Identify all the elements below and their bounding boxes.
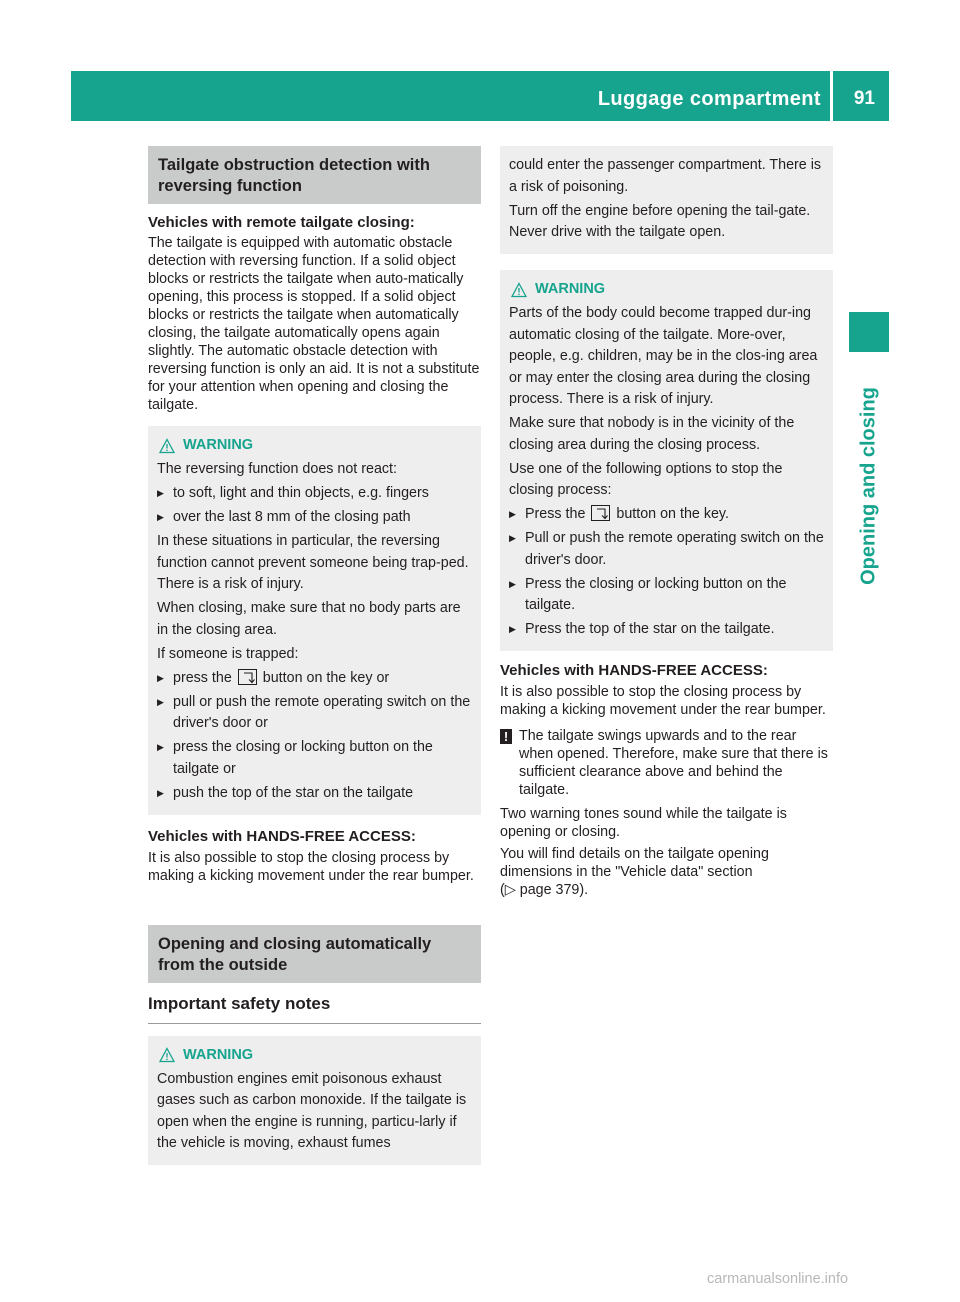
list-item: ▶ press the closing or locking button on the tailgate or bbox=[157, 737, 473, 780]
subheading: Vehicles with remote tailgate closing: bbox=[148, 214, 415, 231]
body-paragraph: Two warning tones sound while the tailgate is opening or closing. bbox=[500, 806, 787, 840]
page-reference-link[interactable]: page 379). bbox=[519, 882, 589, 898]
warning-text: In these situations in particular, the reversing function cannot prevent someone being trap-ped. There is a risk of injury. bbox=[157, 533, 469, 592]
section-heading: Opening and closing automatically from the outside bbox=[148, 925, 481, 983]
warning-label: WARNING bbox=[183, 437, 254, 453]
watermark: carmanualsonline.info bbox=[707, 1271, 849, 1287]
list-item bbox=[157, 668, 473, 690]
warning-heading bbox=[509, 280, 825, 299]
warning-text: If someone is trapped: bbox=[157, 645, 299, 662]
tailgate-key-icon bbox=[591, 505, 610, 521]
page-number: 91 bbox=[853, 88, 875, 109]
list-item: ▶ Pull or push the remote operating switch on the driver's door. bbox=[509, 528, 825, 571]
body-text: You will find details on the tailgate opening dimensions in the "Vehicle data" section bbox=[500, 846, 769, 880]
warning-label: WARNING bbox=[535, 281, 606, 297]
warning-triangle-icon bbox=[511, 282, 527, 298]
list-item: ▶ Press the top of the star on the tailgate. bbox=[509, 619, 825, 641]
subheading: Vehicles with HANDS-FREE ACCESS: bbox=[148, 827, 416, 845]
note-item bbox=[500, 727, 833, 799]
header-bar bbox=[71, 71, 889, 121]
tailgate-key-icon bbox=[238, 669, 257, 685]
warning-label: WARNING bbox=[183, 1046, 254, 1063]
list-item-text: Press the bbox=[525, 506, 586, 522]
list-item bbox=[509, 504, 825, 526]
warning-heading bbox=[157, 436, 473, 455]
right-column bbox=[500, 146, 833, 899]
list-item-text: button on the key. bbox=[616, 506, 729, 522]
chapter-tab bbox=[849, 312, 889, 352]
subheading: Important safety notes bbox=[148, 993, 481, 1024]
subheading: Vehicles with HANDS-FREE ACCESS: bbox=[500, 662, 768, 679]
warning-continuation-box bbox=[500, 146, 833, 254]
warning-triangle-icon bbox=[159, 1047, 175, 1063]
warning-text: could enter the passenger compartment. There is a risk of poisoning. bbox=[509, 157, 822, 195]
body-paragraph: The tailgate is equipped with automatic obstacle detection with reversing function. If a solid object blocks or restricts the tailgate when auto-matically opening, this process is stopped. If a solid object blocks or restricts the tailgate when automatically closing, the tailgate automatically opens again slightly. The automatic obstacle detection with reversing function is only an aid. It is not a substitute for your attention when opening and closing the tailgate. bbox=[148, 235, 480, 413]
warning-text: When closing, make sure that no body parts are in the closing area. bbox=[157, 600, 461, 638]
list-item: ▶ to soft, light and thin objects, e.g. fingers bbox=[157, 483, 473, 505]
warning-triangle-icon bbox=[159, 438, 175, 454]
section-heading: Tailgate obstruction detection with reversing function bbox=[148, 146, 481, 204]
header-divider bbox=[830, 71, 833, 121]
page-reference-arrow: (▷ bbox=[500, 882, 516, 898]
body-paragraph bbox=[500, 845, 833, 899]
chapter-label: Opening and closing bbox=[857, 387, 880, 585]
list-item: ▶ push the top of the star on the tailgate bbox=[157, 783, 473, 805]
warning-text: Turn off the engine before opening the tail-gate. Never drive with the tailgate open. bbox=[509, 202, 811, 240]
note-text: The tailgate swings upwards and to the rear when opened. Therefore, make sure that there is sufficient clearance above and behind the tailgate. bbox=[519, 728, 828, 798]
warning-text: Make sure that nobody is in the vicinity of the closing area during the closing process. bbox=[509, 415, 795, 453]
list-item: ▶ Press the closing or locking button on the tailgate. bbox=[509, 574, 825, 617]
warning-box bbox=[500, 270, 833, 651]
warning-text: Parts of the body could become trapped dur-ing automatic closing of the tailgate. More-over, people, e.g. children, may be in the clos-ing area or may enter the closing area during the closing process. There is a risk of injury. bbox=[509, 305, 818, 407]
exclamation-icon: ! bbox=[500, 729, 512, 744]
page-title: Luggage compartment bbox=[597, 88, 821, 110]
list-item: ▶ pull or push the remote operating switch on the driver's door or bbox=[157, 692, 473, 735]
left-column bbox=[148, 146, 481, 1165]
list-item-text: button on the key or bbox=[262, 669, 390, 686]
list-item-text: press the bbox=[173, 669, 232, 686]
warning-text: The reversing function does not react: bbox=[157, 461, 398, 477]
body-paragraph: It is also possible to stop the closing process by making a kicking movement under the rear bumper. bbox=[500, 684, 826, 718]
list-item: ▶ over the last 8 mm of the closing path bbox=[157, 507, 473, 529]
warning-box bbox=[148, 426, 481, 815]
warning-text: Combustion engines emit poisonous exhaust gases such as carbon monoxide. If the tailgate is open when the engine is running, particu-larly if the vehicle is moving, exhaust fumes bbox=[157, 1070, 467, 1151]
warning-box bbox=[148, 1036, 481, 1166]
warning-text: Use one of the following options to stop the closing process: bbox=[509, 460, 783, 498]
body-paragraph: It is also possible to stop the closing process by making a kicking movement under the rear bumper. bbox=[148, 849, 474, 884]
warning-heading bbox=[157, 1046, 473, 1065]
